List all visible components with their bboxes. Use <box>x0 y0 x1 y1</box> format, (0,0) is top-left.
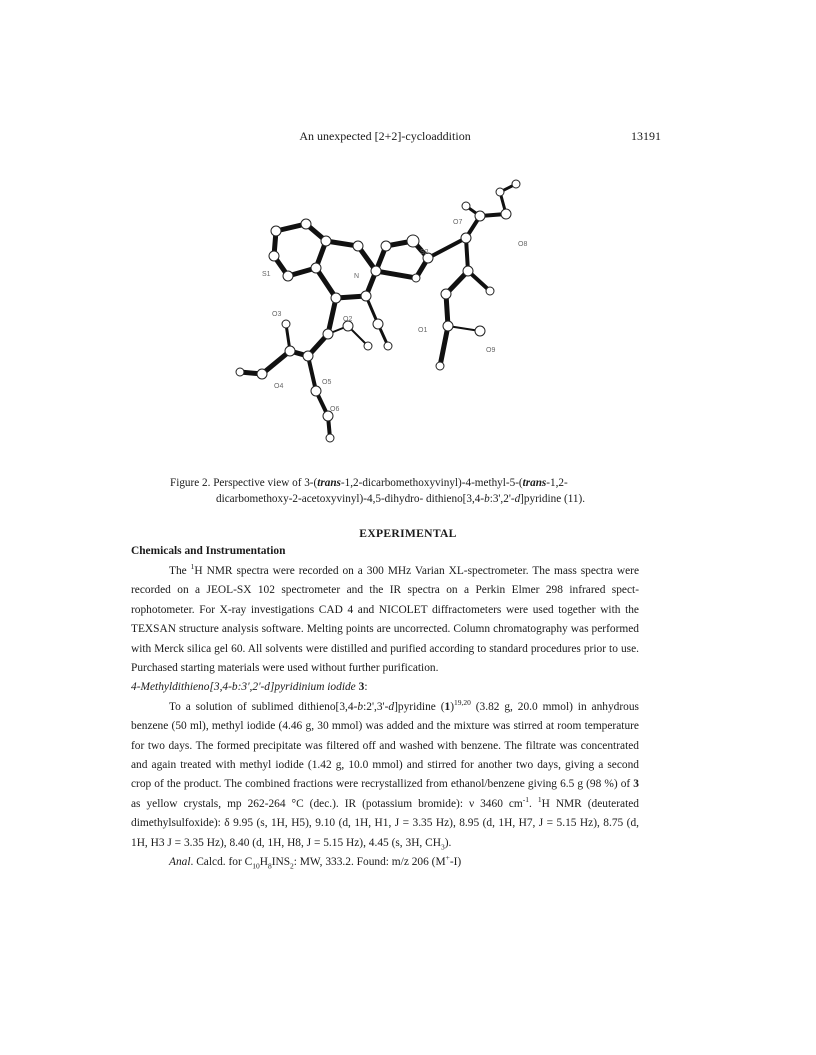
section-title: EXPERIMENTAL <box>359 527 457 540</box>
atom-label-s1: S1 <box>262 271 271 278</box>
analysis-line: Anal. Calcd. for $C_{10}H_8INS_2$: MW, 333.2. Found: m/z 206 (M+-I) <box>169 853 462 871</box>
subsection-title: Chemicals and Instrumentation <box>131 545 286 557</box>
atom-label-o7: O7 <box>453 219 463 226</box>
atom-label-o1: O1 <box>418 327 428 334</box>
atom-label-o5: O5 <box>322 379 332 386</box>
running-header-title: An unexpected [2+2]-cycloaddition <box>299 129 471 143</box>
atom-label-n: N <box>354 273 360 280</box>
figure-caption: Figure 2. Perspective view of 3-(trans-1,2-dicarbomethoxyvinyl)-4-methyl-5-(trans-1,2- dicarbomethoxy-2-acetoxyvinyl)-4,5-dihydro- dithieno[3,4-b:3',2'-d]pyridine (11). <box>170 477 585 505</box>
experimental-body <box>131 562 639 873</box>
compound-heading: 4-Methyldithieno[3,4-b:3',2'-d]pyridinium iodide 3: <box>131 681 368 694</box>
instrumentation-paragraph: The $^1$H NMR spectra were recorded on a 300 MHz Varian XL-spectrometer. The mass spectra were recorded on a JEOL-SX 102 spectrometer and the IR spectra on a Perkin Elmer 298 infrared spect-rophotometer. For X-ray investigations CAD 4 and NICOLET diffractometers were used together with the TEXSAN structure analysis software. Melting points are uncorrected. Column chromatography was performed with Merck silica gel 60. All solvents were distilled and purified according to standard procedures prior to use. Purchased starting materials were used without further purification. <box>131 562 640 675</box>
page-number: 13191 <box>631 129 661 143</box>
ortep-molecule-figure <box>218 176 548 466</box>
atom-label-o9: O9 <box>486 347 496 354</box>
atom-label-o4: O4 <box>274 383 284 390</box>
synthesis-paragraph: To a solution of sublimed dithieno[3,4-b:2',3'-d]pyridine $(1)^{19,20}$ (3.82 g, 20.0 mmol) in anhydrous benzene (50 ml), methyl iodide (4.46 g, 30 mmol) was added and the mixture was stirred at room temperature for two days. The formed precipitate was filtered off and washed with benzene. The filtrate was concentrated and again treated with methyl iodide (1.42 g, 10.0 mmol) and stirred for another two days, giving a second crop of the product. The combined fractions were recrystallized from ethanol/benzene giving 6.5 g (98 %) of 3 as yellow crystals, mp 262-264 °C (dec.). IR (potassium bromide): ν 3460 $cm^{-1}$. $^1$H NMR (deuterated dimethylsulfoxide): δ 9.95 (s, 1H, H5), 9.10 (d, 1H, H1, J = 3.35 Hz), 8.95 (d, 1H, H7, J = 5.15 Hz), 8.75 (d, 1H, H3 J = 3.35 Hz), 8.40 (d, 1H, H8, J = 5.15 Hz), 4.45 (s, 3H, $CH_3$). <box>131 698 639 851</box>
atom-label-o3: O3 <box>272 311 282 318</box>
atom-label-o2: O2 <box>343 316 353 323</box>
atom-label-o8: O8 <box>518 241 528 248</box>
atom-label-o6: O6 <box>330 406 340 413</box>
atom-label-s2: S2 <box>420 249 429 256</box>
